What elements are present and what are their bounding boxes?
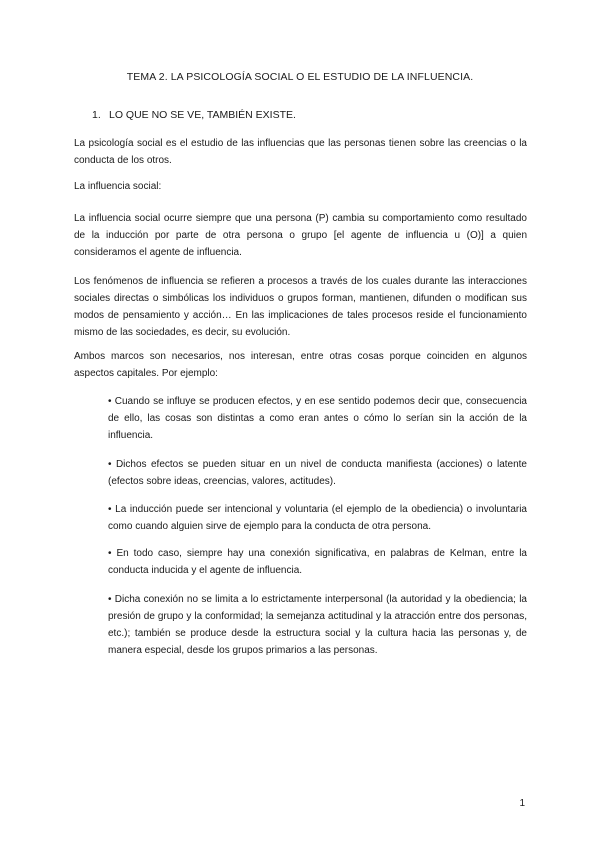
paragraph-influence: La influencia social ocurre siempre que una persona (P) cambia su comportamiento como resultado de la inducción por parte de otra persona o grupo [el agente de influencia u (O)] a quien consideramos el agente de influencia. [74,213,527,258]
bullet-item-induction: • La inducción puede ser intencional y voluntaria (el ejemplo de la obediencia) o involuntaria como cuando alguien sirve de ejemplo para la conducta de otra persona. [108,504,527,532]
document-title: TEMA 2. LA PSICOLOGÍA SOCIAL O EL ESTUDIO DE LA INFLUENCIA. [126,71,474,83]
section-number: 1. [92,109,101,121]
page-number: 1 [519,798,525,809]
section-heading-text: LO QUE NO SE VE, TAMBIÉN EXISTE. [109,109,296,121]
bullet-item-interpersonal: • Dicha conexión no se limita a lo estrictamente interpersonal (la autoridad y la obediencia; la presión de grupo y la conformidad; la semejanza actitudinal y la atracción entre dos personas, etc.); también se produce desde la estructura social y la cultura hacia las personas y, de manera especial, desde los grupos primarios a las personas. [108,594,527,656]
bullet-item-connection: • En todo caso, siempre hay una conexión significativa, en palabras de Kelman, entre la conducta inducida y el agente de influencia. [108,548,527,576]
bullet-item-effects: • Cuando se influye se producen efectos, y en ese sentido podemos decir que, consecuencia de ello, las cosas son distintas a como eran antes o cómo lo serían sin la acción de la influencia. [108,396,527,441]
section-heading [92,109,296,121]
bullet-item-levels: • Dichos efectos se pueden situar en un nivel de conducta manifiesta (acciones) o latente (efectos sobre ideas, creencias, valores, actitudes). [108,459,527,487]
paragraph-definition: La psicología social es el estudio de las influencias que las personas tienen sobre las creencias o la conducta de los otros. [74,138,527,166]
paragraph-phenomena: Los fenómenos de influencia se refieren a procesos a través de los cuales durante las interacciones sociales directas o simbólicas los individuos o grupos forman, mantienen, difunden o modifican sus modos de pensamiento y acción… En las implicaciones de tales procesos reside el funcionamiento mismo de las sociedades, es decir, su evolución. [74,276,527,338]
paragraph-subheading: La influencia social: [74,181,162,192]
paragraph-frameworks: Ambos marcos son necesarios, nos interesan, entre otras cosas porque coinciden en algunos aspectos capitales. Por ejemplo: [74,351,527,379]
